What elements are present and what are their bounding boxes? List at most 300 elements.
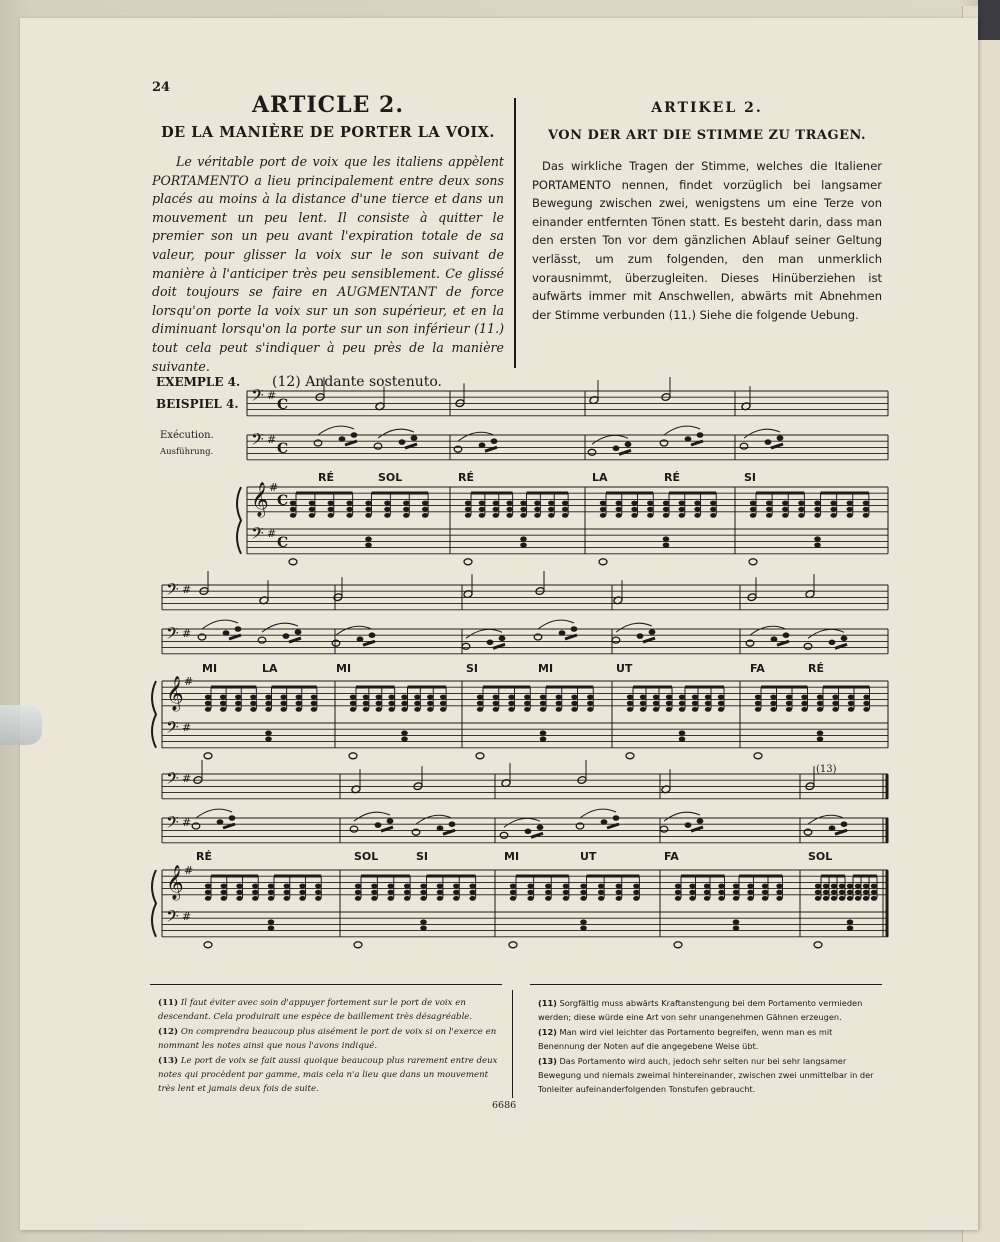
piano-chord-note	[666, 701, 672, 706]
piano-chord-note	[315, 890, 321, 895]
example-label-fr: EXEMPLE 4.	[156, 375, 241, 389]
piano-chord-note	[346, 513, 352, 518]
time-signature: C	[277, 535, 289, 551]
solfege-syllable: UT	[580, 850, 597, 863]
piano-chord-note	[510, 896, 516, 901]
execution-note-filled	[697, 432, 704, 438]
execution-grace-note	[559, 630, 566, 636]
piano-chord-note	[689, 884, 695, 889]
footnote-rule-de	[530, 984, 882, 985]
execution-note-filled	[537, 825, 544, 831]
piano-bass-chord-note	[580, 925, 587, 930]
piano-chord-note	[388, 701, 394, 706]
execution-note-filled	[235, 626, 242, 632]
piano-chord-note	[371, 884, 377, 889]
portamento-slur	[750, 626, 786, 635]
piano-chord-note	[823, 890, 829, 895]
piano-bass-chord-note	[401, 730, 408, 735]
piano-bass-chord-note	[817, 736, 824, 741]
piano-chord-note	[534, 507, 540, 512]
execution-note	[660, 826, 668, 832]
portamento-slur	[318, 426, 354, 435]
treble-clef: 𝄞	[166, 676, 184, 711]
solfege-syllable: MI	[336, 662, 352, 675]
execution-grace-note	[829, 640, 836, 646]
piano-chord-note	[376, 707, 382, 712]
piano-chord-note	[371, 890, 377, 895]
execution-note-filled	[649, 629, 656, 635]
execution-note	[258, 637, 266, 643]
piano-chord-note	[832, 695, 838, 700]
piano-chord-note	[510, 884, 516, 889]
piano-bass-note	[204, 753, 212, 759]
portamento-slur	[416, 815, 452, 824]
french-article-title: ARTICLE 2.	[251, 92, 404, 118]
execution-label-fr: Exécution.	[160, 430, 214, 441]
piano-chord-note	[679, 695, 685, 700]
piano-chord-note	[762, 896, 768, 901]
piano-chord-note	[493, 701, 499, 706]
execution-grace-note	[375, 822, 382, 828]
piano-chord-note	[847, 507, 853, 512]
execution-note-filled	[369, 632, 376, 638]
piano-bass-note	[476, 753, 484, 759]
piano-brace	[237, 487, 241, 554]
piano-chord-note	[235, 707, 241, 712]
piano-chord-note	[815, 884, 821, 889]
piano-chord-note	[563, 896, 569, 901]
piano-chord-note	[847, 501, 853, 506]
piano-chord-note	[493, 513, 499, 518]
footnote-fr-11: (11) Il faut éviter avec soin d'appuyer fortement sur le port de voix en descendant. Cela produirait une espèce de baillement très désagréable.	[158, 998, 473, 1022]
piano-chord-note	[782, 513, 788, 518]
piano-chord-note	[786, 707, 792, 712]
bass-clef: 𝄢	[251, 429, 264, 453]
execution-grace-note	[765, 439, 772, 445]
piano-chord-note	[640, 695, 646, 700]
piano-chord-note	[427, 701, 433, 706]
footnote-fr-12: (12) On comprendra beaucoup plus aisément le port de voix si on l'exerce en nommant les notes ainsi que nous l'avons indiqué.	[158, 1027, 497, 1051]
portamento-slur	[202, 620, 238, 629]
piano-chord-note	[839, 896, 845, 901]
portamento-slur	[580, 809, 616, 818]
piano-chord-note	[562, 513, 568, 518]
piano-chord-note	[718, 896, 724, 901]
key-signature-sharp: #	[182, 772, 192, 785]
piano-chord-note	[631, 513, 637, 518]
piano-chord-note	[493, 501, 499, 506]
solfege-syllable: SI	[744, 471, 757, 484]
piano-chord-note	[679, 701, 685, 706]
piano-chord-note	[250, 707, 256, 712]
treble-clef: 𝄞	[251, 482, 269, 517]
piano-bass-note	[289, 559, 297, 565]
piano-chord-note	[692, 695, 698, 700]
portamento-slur	[504, 818, 540, 827]
bass-clef: 𝄢	[251, 385, 264, 409]
piano-chord-note	[252, 896, 258, 901]
piano-chord-note	[598, 890, 604, 895]
piano-chord-note	[562, 501, 568, 506]
tempo-marking: (12) Andante sostenuto.	[272, 374, 443, 390]
staff-lines	[152, 385, 888, 937]
piano-bass-chord-note	[814, 536, 821, 541]
piano-chord-note	[847, 896, 853, 901]
piano-chord-note	[627, 707, 633, 712]
piano-chord-note	[440, 701, 446, 706]
piano-chord-note	[839, 890, 845, 895]
piano-chord-note	[647, 507, 653, 512]
piano-chord-note	[847, 890, 853, 895]
execution-grace-note	[357, 636, 364, 642]
key-signature-sharp: #	[184, 675, 194, 688]
execution-grace-note	[525, 829, 532, 835]
piano-chord-note	[710, 501, 716, 506]
piano-chord-note	[401, 701, 407, 706]
key-signature-sharp: #	[267, 389, 277, 402]
piano-chord-note	[252, 890, 258, 895]
execution-note-filled	[229, 815, 236, 821]
german-article-title: ARTIKEL 2.	[651, 100, 763, 116]
piano-chord-note	[571, 701, 577, 706]
piano-chord-note	[798, 507, 804, 512]
piano-chord-note	[280, 695, 286, 700]
piano-chord-note	[855, 884, 861, 889]
piano-chord-note	[545, 890, 551, 895]
piano-bass-note	[754, 753, 762, 759]
piano-chord-note	[388, 695, 394, 700]
piano-chord-note	[403, 501, 409, 506]
piano-chord-note	[871, 884, 877, 889]
piano-chord-note	[545, 896, 551, 901]
piano-chord-note	[705, 707, 711, 712]
piano-bass-note	[599, 559, 607, 565]
piano-chord-note	[493, 507, 499, 512]
execution-grace-note	[339, 436, 346, 442]
piano-chord-note	[453, 890, 459, 895]
execution-grace-note	[613, 446, 620, 452]
piano-bass-chord-note	[265, 736, 272, 741]
piano-chord-note	[692, 707, 698, 712]
piano-bass-chord-note	[814, 542, 821, 547]
piano-chord-note	[469, 890, 475, 895]
key-signature-sharp: #	[267, 433, 277, 446]
piano-chord-note	[863, 884, 869, 889]
bass-clef: 𝄢	[166, 768, 179, 792]
piano-chord-note	[220, 695, 226, 700]
solfege-syllable: UT	[616, 662, 633, 675]
piano-bass-note	[204, 942, 212, 948]
execution-grace-note	[487, 640, 494, 646]
piano-chord-note	[205, 890, 211, 895]
piano-chord-note	[422, 507, 428, 512]
piano-chord-note	[689, 890, 695, 895]
piano-chord-note	[831, 896, 837, 901]
piano-bass-note	[626, 753, 634, 759]
piano-chord-note	[782, 501, 788, 506]
piano-chord-note	[414, 707, 420, 712]
example-label-de: BEISPIEL 4.	[156, 397, 239, 411]
execution-note-filled	[411, 435, 418, 441]
piano-chord-note	[422, 513, 428, 518]
solfege-syllable: SOL	[354, 850, 379, 863]
piano-brace	[152, 681, 156, 748]
portamento-slur	[336, 626, 372, 635]
page-number: 24	[152, 80, 171, 95]
piano-chord-note	[786, 695, 792, 700]
piano-chord-note	[540, 707, 546, 712]
portamento-slur	[616, 623, 652, 632]
piano-chord-note	[510, 890, 516, 895]
portamento-slur	[592, 435, 628, 444]
execution-note-filled	[387, 818, 394, 824]
piano-chord-note	[280, 701, 286, 706]
piano-chord-note	[863, 695, 869, 700]
execution-note	[612, 637, 620, 643]
piano-chord-note	[692, 701, 698, 706]
piano-chord-note	[675, 890, 681, 895]
piano-chord-note	[299, 884, 305, 889]
key-signature-sharp: #	[267, 527, 277, 540]
piano-chord-note	[328, 513, 334, 518]
execution-grace-note	[685, 436, 692, 442]
execution-grace-note	[637, 633, 644, 639]
piano-chord-note	[855, 890, 861, 895]
piano-chord-note	[847, 884, 853, 889]
piano-chord-note	[527, 890, 533, 895]
piano-chord-note	[770, 707, 776, 712]
piano-chord-note	[786, 701, 792, 706]
piano-chord-note	[363, 695, 369, 700]
piano-chord-note	[355, 896, 361, 901]
footnote-de-13: (13) Das Portamento wird auch, jedoch sehr selten nur bei sehr langsamer Bewegung und niemals zweimal hintereinander, zwischen zwei unmittelbar in der Tonleiter aufeinanderfolgenden Tonstufen gebraucht.	[538, 1056, 874, 1094]
piano-chord-note	[205, 707, 211, 712]
execution-note-filled	[841, 636, 848, 642]
piano-bass-chord-note	[268, 919, 275, 924]
portamento-slur	[808, 815, 844, 824]
piano-chord-note	[832, 707, 838, 712]
piano-chord-note	[414, 701, 420, 706]
piano-bass-chord-note	[679, 730, 686, 735]
piano-chord-note	[221, 890, 227, 895]
piano-chord-note	[311, 701, 317, 706]
piano-chord-note	[600, 507, 606, 512]
piano-chord-note	[350, 707, 356, 712]
piano-chord-note	[346, 507, 352, 512]
notes-layer	[192, 377, 877, 948]
piano-chord-note	[814, 507, 820, 512]
execution-note-filled	[351, 432, 358, 438]
piano-chord-note	[750, 513, 756, 518]
piano-chord-note	[420, 884, 426, 889]
execution-note	[462, 643, 470, 649]
execution-note	[588, 449, 596, 455]
execution-note	[374, 443, 382, 449]
piano-chord-note	[469, 896, 475, 901]
piano-chord-note	[823, 884, 829, 889]
piano-chord-note	[598, 884, 604, 889]
piano-bass-chord-note	[817, 730, 824, 735]
piano-chord-note	[469, 884, 475, 889]
piano-chord-note	[616, 890, 622, 895]
portamento-slur	[664, 812, 700, 821]
piano-chord-note	[705, 695, 711, 700]
piano-chord-note	[814, 501, 820, 506]
piano-chord-note	[265, 695, 271, 700]
piano-chord-note	[250, 695, 256, 700]
piano-chord-note	[556, 695, 562, 700]
piano-chord-note	[388, 884, 394, 889]
piano-chord-note	[437, 890, 443, 895]
solfege-syllable: RÉ	[196, 850, 212, 863]
piano-chord-note	[506, 513, 512, 518]
piano-chord-note	[384, 513, 390, 518]
piano-chord-note	[766, 507, 772, 512]
piano-bass-chord-note	[679, 736, 686, 741]
piano-chord-note	[863, 513, 869, 518]
piano-chord-note	[508, 707, 514, 712]
piano-chord-note	[548, 501, 554, 506]
plate-number: 6686	[492, 1100, 517, 1111]
execution-grace-note	[223, 630, 230, 636]
piano-chord-note	[563, 884, 569, 889]
piano-chord-note	[616, 884, 622, 889]
footnote-de-12: (12) Man wird viel leichter das Portamento begreifen, wenn man es mit Benennung der Noten auf die angegebene Weise übt.	[538, 1027, 833, 1051]
german-body-text: Das wirkliche Tragen der Stimme, welches die Italiener PORTAMENTO nennen, findet vorzüglich bei langsamer Bewegung zwischen zwei, wenigstens um eine Terze von einander entfernten Tönen statt. Es besteht darin, dass man den ersten Ton vor dem gänzlichen Ablauf seiner Geltung verlässt, um zum folgenden, den man unmerklich vorausnimmt, überzugleiten. Dieses Hinüberziehen ist aufwärts immer mit Anschwellen, abwärts mit Abnehmen der Stimme verbunden (11.) Siehe die folgende Uebung.	[532, 159, 882, 322]
piano-chord-note	[299, 890, 305, 895]
piano-bass-chord-note	[520, 542, 527, 547]
piano-chord-note	[831, 890, 837, 895]
solfege-syllable: MI	[538, 662, 554, 675]
piano-chord-note	[309, 513, 315, 518]
piano-chord-note	[770, 701, 776, 706]
piano-bass-chord-note	[540, 730, 547, 735]
portamento-slur	[262, 623, 298, 632]
piano-chord-note	[221, 884, 227, 889]
german-article-subtitle: VON DER ART DIE STIMME ZU TRAGEN.	[547, 128, 867, 143]
piano-chord-note	[679, 501, 685, 506]
piano-bass-note	[814, 942, 822, 948]
piano-chord-note	[710, 507, 716, 512]
piano-chord-note	[465, 513, 471, 518]
footnote-de-11: (11) Sorgfältig muss abwärts Kraftanstengung bei dem Portamento vermieden werden; diese würde eine Art von sehr unangenehmen Gähnen erzeugen.	[538, 998, 863, 1022]
piano-chord-note	[801, 695, 807, 700]
piano-chord-note	[694, 507, 700, 512]
piano-bass-note	[349, 753, 357, 759]
solfege-syllable: FA	[664, 850, 679, 863]
piano-chord-note	[311, 695, 317, 700]
piano-chord-note	[384, 501, 390, 506]
piano-chord-note	[815, 896, 821, 901]
piano-chord-note	[365, 501, 371, 506]
execution-note-filled	[613, 815, 620, 821]
piano-chord-note	[403, 507, 409, 512]
piano-chord-note	[704, 884, 710, 889]
piano-chord-note	[653, 695, 659, 700]
piano-chord-note	[762, 884, 768, 889]
piano-chord-note	[427, 707, 433, 712]
piano-chord-note	[404, 890, 410, 895]
piano-bass-chord-note	[520, 536, 527, 541]
piano-bass-chord-note	[663, 542, 670, 547]
piano-chord-note	[205, 695, 211, 700]
piano-chord-note	[776, 890, 782, 895]
piano-chord-note	[587, 695, 593, 700]
piano-chord-note	[762, 890, 768, 895]
piano-chord-note	[414, 695, 420, 700]
piano-chord-note	[236, 890, 242, 895]
execution-grace-note	[399, 439, 406, 445]
execution-note-filled	[841, 821, 848, 827]
piano-chord-note	[718, 695, 724, 700]
piano-chord-note	[766, 501, 772, 506]
bass-clef: 𝄢	[166, 717, 179, 741]
piano-chord-note	[527, 884, 533, 889]
piano-chord-note	[694, 501, 700, 506]
piano-chord-note	[493, 707, 499, 712]
piano-chord-note	[235, 701, 241, 706]
solfege-syllable: FA	[750, 662, 765, 675]
piano-chord-note	[633, 884, 639, 889]
piano-chord-note	[508, 701, 514, 706]
piano-chord-note	[766, 513, 772, 518]
execution-note	[350, 826, 358, 832]
piano-chord-note	[205, 884, 211, 889]
piano-chord-note	[315, 896, 321, 901]
piano-chord-note	[718, 884, 724, 889]
piano-bass-note	[509, 942, 517, 948]
piano-chord-note	[527, 896, 533, 901]
piano-chord-note	[798, 501, 804, 506]
piano-bass-chord-note	[847, 925, 854, 930]
piano-chord-note	[548, 513, 554, 518]
bass-clef: 𝄢	[166, 579, 179, 603]
piano-chord-note	[524, 707, 530, 712]
piano-chord-note	[823, 896, 829, 901]
piano-chord-note	[863, 890, 869, 895]
time-signature: C	[277, 397, 289, 413]
piano-chord-note	[666, 707, 672, 712]
bass-clef: 𝄢	[166, 623, 179, 647]
piano-chord-note	[220, 707, 226, 712]
french-footnotes	[158, 996, 498, 1097]
piano-bass-note	[354, 942, 362, 948]
piano-bass-note	[674, 942, 682, 948]
solfege-syllable: RÉ	[664, 471, 680, 484]
key-signature-sharp: #	[182, 910, 192, 923]
piano-chord-note	[311, 707, 317, 712]
execution-grace-note	[283, 633, 290, 639]
piano-chord-note	[563, 890, 569, 895]
solfege-syllable: MI	[504, 850, 520, 863]
piano-chord-note	[562, 507, 568, 512]
piano-chord-note	[631, 501, 637, 506]
execution-note-filled	[571, 626, 578, 632]
key-signature-sharp: #	[182, 816, 192, 829]
piano-chord-note	[704, 890, 710, 895]
portamento-slur	[466, 629, 502, 638]
portamento-slur	[378, 429, 414, 438]
solfege-syllable: SI	[466, 662, 479, 675]
execution-note-filled	[783, 632, 790, 638]
piano-chord-note	[422, 501, 428, 506]
solfege-syllable: SOL	[378, 471, 403, 484]
piano-brace	[152, 870, 156, 937]
piano-chord-note	[817, 701, 823, 706]
execution-grace-note	[771, 636, 778, 642]
piano-chord-note	[718, 707, 724, 712]
piano-chord-note	[376, 701, 382, 706]
